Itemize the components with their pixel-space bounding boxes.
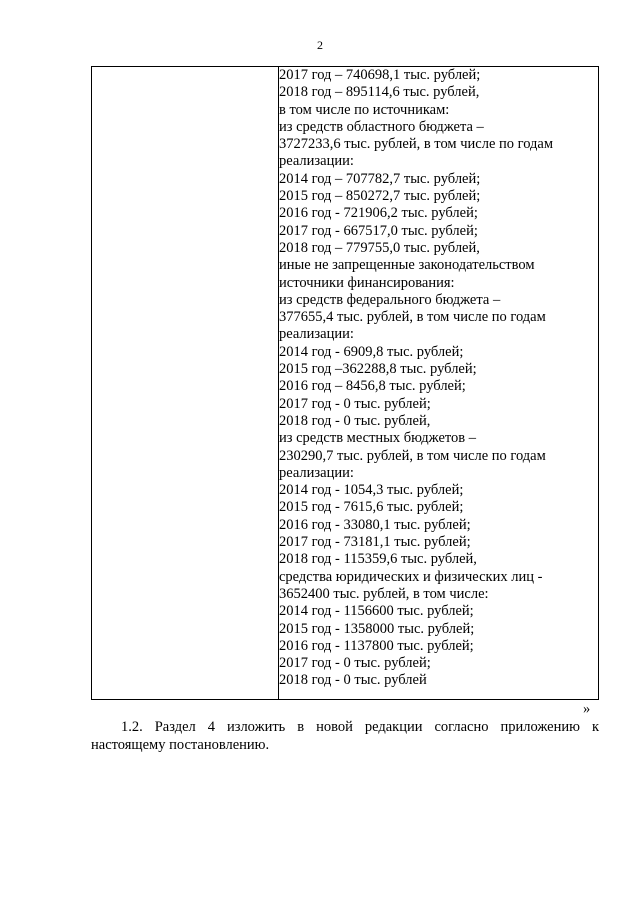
funding-line: 2015 год – 850272,7 тыс. рублей; <box>279 188 481 205</box>
funding-line: реализации: <box>279 326 354 343</box>
funding-line: 2015 год –362288,8 тыс. рублей; <box>279 361 477 378</box>
funding-line: из средств местных бюджетов – <box>279 430 477 447</box>
funding-line: в том числе по источникам: <box>279 101 450 118</box>
funding-line: реализации: <box>279 464 354 481</box>
table-right-cell <box>279 67 599 700</box>
funding-line: источники финансирования: <box>279 274 455 291</box>
funding-line: 2018 год – 779755,0 тыс. рублей, <box>279 239 480 256</box>
table-left-cell <box>92 67 279 700</box>
funding-line: 2014 год – 707782,7 тыс. рублей; <box>279 170 481 187</box>
funding-line: средства юридических и физических лиц - <box>279 568 543 585</box>
funding-line: 2015 год - 1358000 тыс. рублей; <box>279 620 475 637</box>
funding-line: 2015 год - 7615,6 тыс. рублей; <box>279 499 464 516</box>
funding-line: 2018 год – 895114,6 тыс. рублей, <box>279 84 480 101</box>
funding-line: 2017 год - 0 тыс. рублей; <box>279 655 431 672</box>
funding-line: 377655,4 тыс. рублей, в том числе по годам <box>279 309 546 326</box>
funding-line: 2018 год - 0 тыс. рублей, <box>279 412 431 429</box>
funding-line: 2017 год – 740698,1 тыс. рублей; <box>279 67 481 83</box>
funding-line: из средств областного бюджета – <box>279 118 484 135</box>
funding-line: 230290,7 тыс. рублей, в том числе по годам <box>279 447 546 464</box>
funding-line: 2017 год - 73181,1 тыс. рублей; <box>279 534 471 551</box>
funding-line: 2016 год - 33080,1 тыс. рублей; <box>279 516 471 533</box>
funding-line: 3727233,6 тыс. рублей, в том числе по годам <box>279 136 554 153</box>
funding-line: 2014 год - 6909,8 тыс. рублей; <box>279 343 464 360</box>
funding-line: 2016 год - 1137800 тыс. рублей; <box>279 637 474 654</box>
funding-line: 2017 год - 0 тыс. рублей; <box>279 395 431 412</box>
table-row <box>92 67 599 700</box>
funding-line: 2014 год - 1054,3 тыс. рублей; <box>279 482 464 499</box>
funding-line: иные не запрещенные законодательством <box>279 257 535 274</box>
funding-line: 2016 год - 721906,2 тыс. рублей; <box>279 205 478 222</box>
funding-line: 2018 год - 115359,6 тыс. рублей, <box>279 551 477 568</box>
paragraph-line-2: настоящему постановлению. <box>91 737 270 753</box>
funding-line: 3652400 тыс. рублей, в том числе: <box>279 585 489 602</box>
funding-table <box>91 66 599 700</box>
closing-quote: » <box>583 701 591 717</box>
funding-lines <box>279 67 598 690</box>
page-number: 2 <box>317 38 323 52</box>
funding-line: 2016 год – 8456,8 тыс. рублей; <box>279 378 466 395</box>
funding-line: 2018 год - 0 тыс. рублей <box>279 672 427 689</box>
funding-line: 2017 год - 667517,0 тыс. рублей; <box>279 222 478 239</box>
paragraph-1-2 <box>91 718 599 754</box>
paragraph-line-1: 1.2. Раздел 4 изложить в новой редакции согласно приложению к <box>121 719 599 735</box>
funding-line: реализации: <box>279 153 354 170</box>
funding-line: из средств федерального бюджета – <box>279 291 501 308</box>
funding-line: 2014 год - 1156600 тыс. рублей; <box>279 603 474 620</box>
